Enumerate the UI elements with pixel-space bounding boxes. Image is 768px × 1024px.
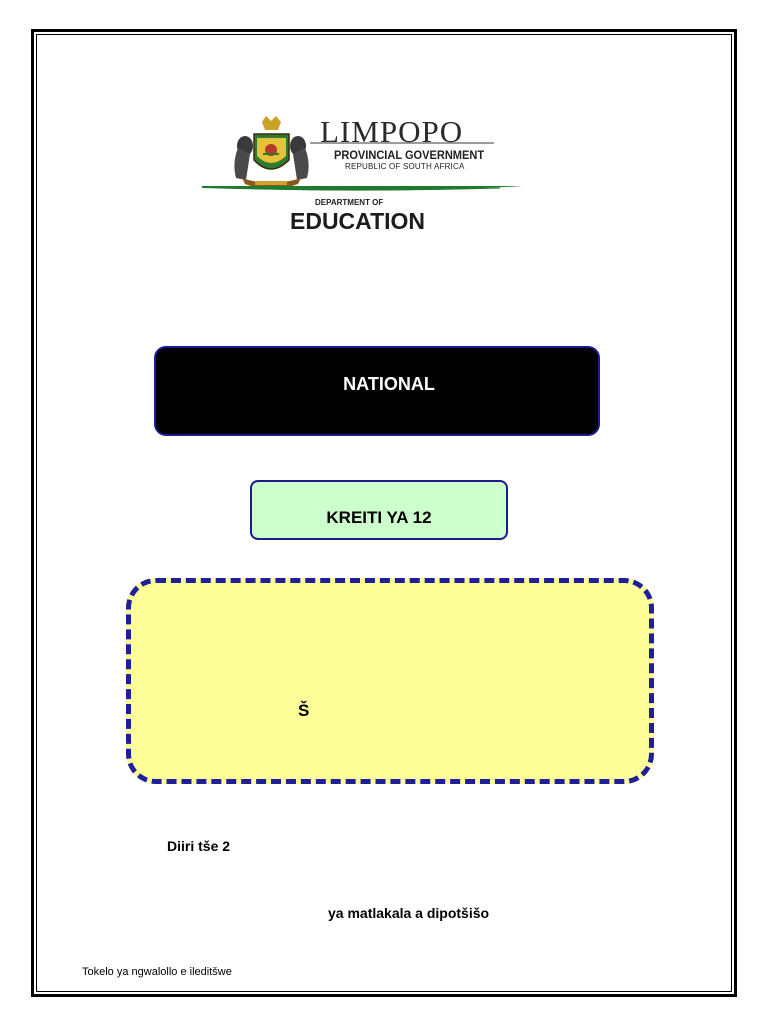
grade-box	[250, 480, 508, 540]
subject-label: Š	[298, 701, 310, 720]
limpopo-education-logo	[200, 108, 530, 238]
papers-note: Diiri tše 2	[167, 838, 231, 854]
logo-department-prefix: DEPARTMENT OF	[315, 198, 384, 207]
title-box	[154, 346, 600, 436]
logo-government: PROVINCIAL GOVERNMENT	[334, 148, 485, 162]
logo-country: REPUBLIC OF SOUTH AFRICA	[345, 162, 465, 171]
grade-label: KREITI YA 12	[326, 508, 432, 527]
copyright-footer: Tokelo ya ngwalollo e ileditšwe	[82, 966, 232, 978]
subject-box	[126, 578, 654, 784]
logo-department: EDUCATION	[290, 208, 426, 234]
pages-note: ya matlakala a dipotšišo	[328, 905, 490, 921]
logo-province: LIMPOPO	[320, 114, 464, 149]
title-label: NATIONAL	[343, 374, 435, 394]
